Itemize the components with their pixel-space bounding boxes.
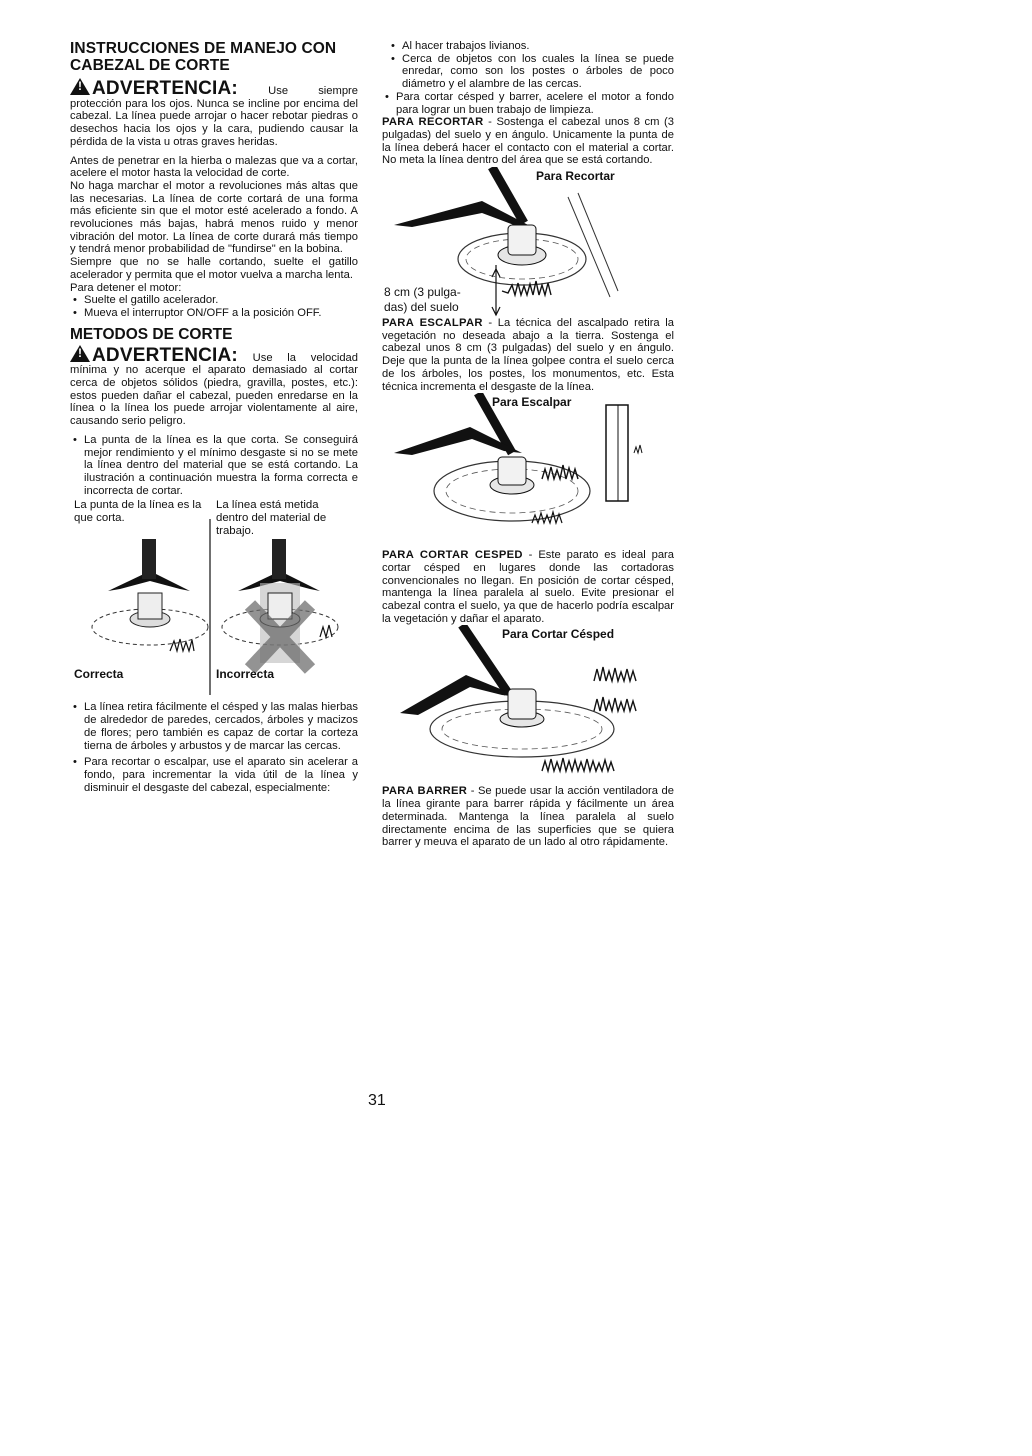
caption-cesped: Para Cortar Césped <box>502 627 615 642</box>
list-item: • Suelte el gatillo acelerador. <box>84 294 358 307</box>
warning-eye-protection: !ADVERTENCIA: Use siempre protección para los ojos. Nunca se incline por encima del cabezal. La línea puede arrojar o hacer rebotar piedras o desechos hacia los ojos y la cara, pudiendo causar la pérdida de la vista u otras graves heridas. <box>70 78 358 149</box>
list-item: • La línea retira fácilmente el césped y las malas hierbas de alrededor de paredes, cercados, árboles y macizos de flores; pero también es capaz de cortar la corteza tierna de árboles y arbustos y de marcar las cercas. <box>84 701 358 752</box>
escalpar-illustration <box>382 393 674 545</box>
warning-speed: !ADVERTENCIA: Use la velocidad mínima y no acerque el aparato demasiado al cortar cerca de objetos sólidos (piedra, gravilla, postes, etc.): estos pueden dañar el cabezal, pueden enredarse en la línea o la línea los puede arrojar violentamente al aire, causando serio peligro. <box>70 345 358 428</box>
paragraph-revolutions: No haga marchar el motor a revoluciones más altas que las necesarias. La línea de corte cortará de una forma más eficiente sin que el motor esté acelerado a fondo. A revoluciones más bajas, habrá menos ruido y menor vibración del motor. La línea de corte durará más tiempo y tendrá menor probabilidad de "fundirse" en la bobina. <box>70 179 358 256</box>
paragraph-stop-engine: Para detener el motor: <box>70 281 182 294</box>
tip-list <box>70 434 358 498</box>
full-throttle-list <box>382 91 674 116</box>
correct-trimmer-drawing <box>92 539 208 651</box>
warning-triangle-icon <box>70 345 90 362</box>
recortar-note: 8 cm (3 pulga- das) del suelo <box>384 285 461 315</box>
list-item: • Para cortar césped y barrer, acelere el motor a fondo para lograr un buen trabajo de limpieza. <box>396 91 674 116</box>
caption-escalpar: Para Escalpar <box>492 395 572 410</box>
figure-cesped <box>382 625 674 785</box>
section-title-operation: INSTRUCCIONES DE MANEJO CON CABEZAL DE CORTE <box>70 40 337 74</box>
fig-left-text: La punta de la línea es la que corta. <box>74 499 202 525</box>
caption-correct: Correcta <box>74 667 124 682</box>
after-figure-list <box>70 701 358 794</box>
right-column <box>382 40 674 849</box>
list-item: • La punta de la línea es la que corta. Se conseguirá mejor rendimiento y el mínimo desgaste si no se mete la línea dentro del material que se está cortando. La ilustración a continuación muestra la forma correcta e incorrecta de cortar. <box>84 434 358 498</box>
caption-incorrect: Incorrecta <box>216 667 275 682</box>
left-column <box>70 40 358 794</box>
correct-incorrect-figure <box>70 499 358 695</box>
light-work-list <box>382 40 674 91</box>
fig-right-text: La línea está metida dentro del material de trabajo. <box>216 499 327 538</box>
cesped-illustration <box>382 625 674 785</box>
incorrect-trimmer-drawing <box>222 539 338 669</box>
section-title-methods: METODOS DE CORTE <box>70 325 233 343</box>
list-item: • Cerca de objetos con los cuales la línea se puede enredar, como son los postes o árboles de poco diámetro y el alambre de las cercas. <box>402 53 674 91</box>
stop-engine-list <box>70 294 358 319</box>
caption-recortar: Para Recortar <box>536 169 615 184</box>
list-item: • Para recortar o escalpar, use el aparato sin acelerar a fondo, para incrementar la vida útil de la línea y disminuir el desgaste del cabezal, especialmente: <box>84 756 358 794</box>
page-number: 31 <box>368 1092 386 1109</box>
list-item: • Al hacer trabajos livianos. <box>402 40 674 53</box>
paragraph-cesped: PARA CORTAR CESPED - Este parato es ideal para cortar césped en lugares donde las cortadoras convencionales no llegan. En posición de cortar césped, mantenga la línea paralela al suelo. Evite presionar el cabezal contra el suelo, ya que de hacerlo podría escalpar la vegetación y dañar el aparato. <box>382 549 674 625</box>
paragraph-escalpar: PARA ESCALPAR - La técnica del ascalpado retira la vegetación no deseada abajo a la tierra. Sostenga el cabezal unos 8 cm (3 pulgadas) del suelo y en ángulo. Deje que la punta de la línea golpee contra el suelo cerca de los árboles, los postes, los monumentos, etc. Esta técnica incrementa el desgaste de la línea. <box>382 317 674 393</box>
paragraph-barrer: PARA BARRER - Se puede usar la acción ventiladora de la línea girante para barrer rápida y fácilmente un área determinada. Mantenga la línea paralela al suelo directamente encima de las superficies que se quiera barrer y meuva el aparato de un lado al otro rápidamente. <box>382 785 674 849</box>
paragraph-recortar: PARA RECORTAR - Sostenga el cabezal unos 8 cm (3 pulgadas) del suelo y en ángulo. Unicamente la punta de la línea deberá hacer el contacto con el material a cortar. No meta la línea dentro del área que se está cortando. <box>382 116 674 167</box>
figure-recortar <box>382 167 674 317</box>
paragraph-accelerate: Antes de penetrar en la hierba o malezas que va a cortar, acelere el motor hasta la velocidad de corte. <box>70 154 358 180</box>
paragraph-idle: Siempre que no se halle cortando, suelte el gatillo acelerador y permita que el motor vuelva a marcha lenta. <box>70 256 358 281</box>
figure-escalpar <box>382 393 674 545</box>
warning-triangle-icon <box>70 78 90 95</box>
list-item: • Mueva el interruptor ON/OFF a la posición OFF. <box>84 307 358 320</box>
